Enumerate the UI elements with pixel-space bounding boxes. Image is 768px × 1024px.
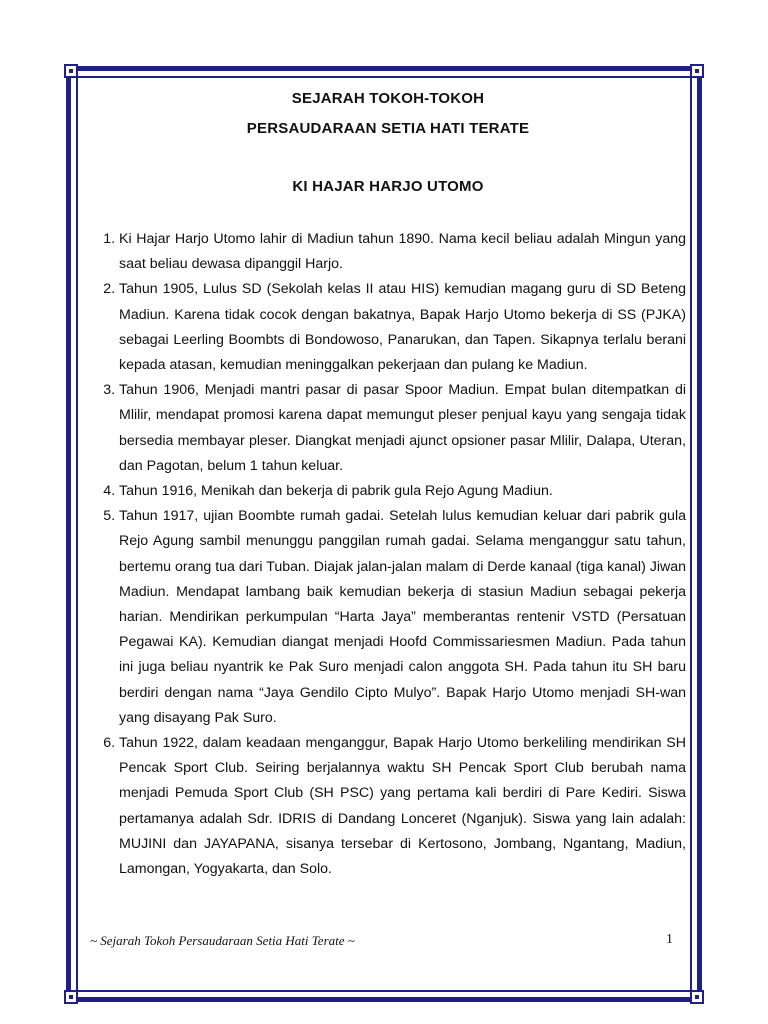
section-heading: KI HAJAR HARJO UTOMO	[292, 178, 484, 195]
list-item: 1. Ki Hajar Harjo Utomo lahir di Madiun tahun 1890. Nama kecil beliau adalah Mingun yang saat beliau dewasa dipanggil Harjo.	[119, 227, 686, 277]
page-footer: ~ Sejarah Tokoh Persaudaraan Setia Hati Terate ~	[90, 933, 355, 948]
document-title-line1: SEJARAH TOKOH-TOKOH	[291, 90, 485, 107]
corner-ornament-top-left	[64, 64, 78, 78]
page-number: 1	[666, 932, 673, 947]
list-item: 5. Tahun 1917, ujian Boombte rumah gadai. Setelah lulus kemudian keluar dari pabrik gula Rejo Agung sambil menunggu panggilan rumah gadai. Selama menganggur satu tahun, bertemu orang tua dari Tuban. Diajak jalan-jalan malam di Derde kanaal (tiga kanal) Jiwan Madiun. Mendapat lambang baik kemudian bekerja di stasiun Madiun sebagai pekerja harian. Mendirikan perkumpulan “Harta Jaya” memberantas rentenir VSTD (Persatuan Pegawai KA). Kemudian diangat menjadi Hoofd Commissariesmen Madiun. Pada tahun ini juga beliau nyantrik ke Pak Suro menjadi calon anggota SH. Pada tahun itu SH baru berdiri dengan nama “Jaya Gendilo Cipto Mulyo”. Bapak Harjo Utomo menjadi SH-wan yang disayang Pak Suro.	[119, 504, 686, 731]
list-item: 2. Tahun 1905, Lulus SD (Sekolah kelas II atau HIS) kemudian magang guru di SD Beteng Madiun. Karena tidak cocok dengan bakatnya, Bapak Harjo Utomo bekerja di SS (PJKA) sebagai Leerling Boombts di Bondowoso, Panarukan, dan Tapen. Sikapnya terlalu berani kepada atasan, kemudian meninggalkan pekerjaan dan pulang ke Madiun.	[119, 277, 686, 378]
corner-ornament-bottom-right	[690, 990, 704, 1004]
corner-ornament-top-right	[690, 64, 704, 78]
document-title-line2: PERSAUDARAAN SETIA HATI TERATE	[246, 120, 530, 137]
biography-list	[94, 227, 686, 882]
corner-ornament-bottom-left	[64, 990, 78, 1004]
list-item: 4. Tahun 1916, Menikah dan bekerja di pabrik gula Rejo Agung Madiun.	[119, 479, 686, 504]
list-item: 6. Tahun 1922, dalam keadaan menganggur, Bapak Harjo Utomo berkeliling mendirikan SH Pencak Sport Club. Seiring berjalannya waktu SH Pencak Sport Club berubah nama menjadi Pemuda Sport Club (SH PSC) yang pertama kali berdiri di Pare Kediri. Siswa pertamanya adalah Sdr. IDRIS di Dandang Lonceret (Nganjuk). Siswa yang lain adalah: MUJINI dan JAYAPANA, sisanya tersebar di Kertosono, Jombang, Ngantang, Madiun, Lamongan, Yogyakarta, dan Solo.	[119, 731, 686, 882]
list-item: 3. Tahun 1906, Menjadi mantri pasar di pasar Spoor Madiun. Empat bulan ditempatkan di Mlilir, mendapat promosi karena dapat memungut pleser penjual kayu yang sengaja tidak bersedia membayar pleser. Diangkat menjadi ajunct opsioner pasar Mlilir, Dalapa, Uteran, dan Pagotan, belum 1 tahun keluar.	[119, 378, 686, 479]
